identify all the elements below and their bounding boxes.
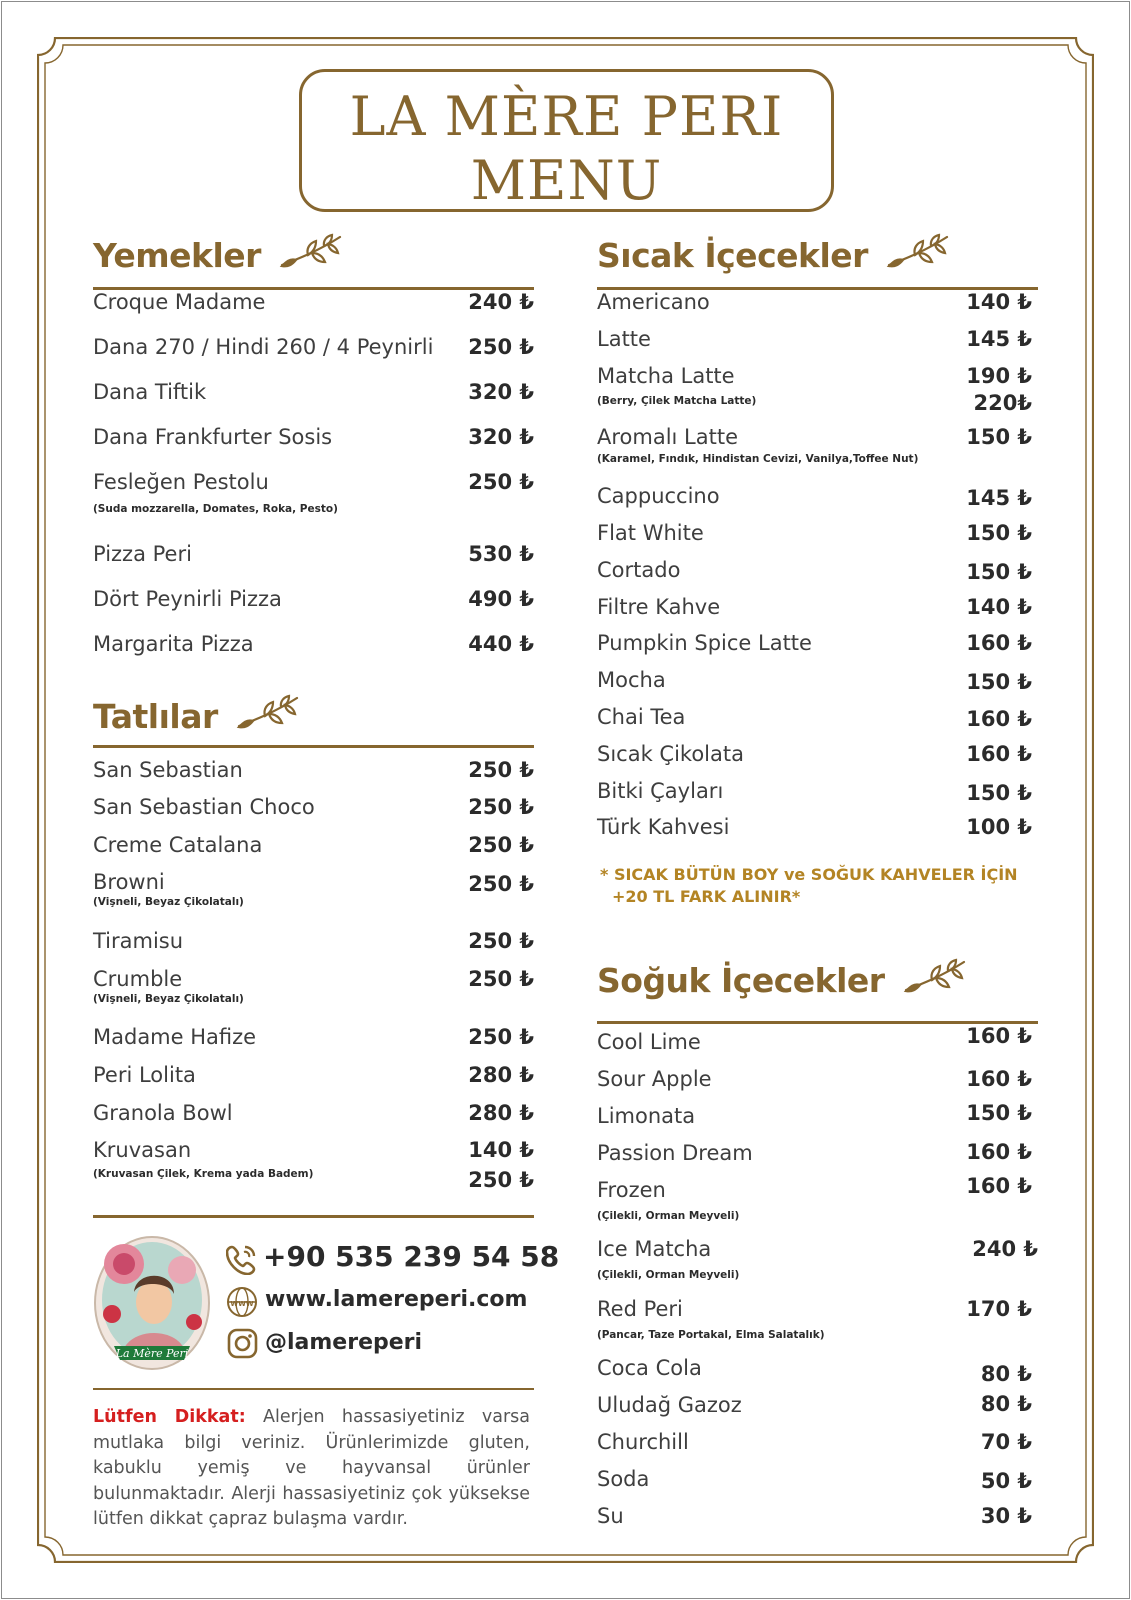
- leaf-sprig-icon: [902, 958, 968, 1002]
- section-title-soguk: Soğuk İçecekler: [597, 960, 885, 1000]
- phone-icon: [226, 1243, 258, 1279]
- soguk-icecekler-section: Soğuk İçecekler Cool Lime 160 ₺ Sour Apple 160 ₺ Limonata 150 ₺ Passion Dream 160 ₺ Frozen 160 ₺ (Çilekli, Orman Meyveli) Ice Matcha 240 ₺ (Çilekli, Orman Meyveli) Red Peri 170 ₺ (Pancar, Taze Portakal, Elma Salatalık) Coca Cola 80 ₺ Uludağ Gazoz 80 ₺ Churchill 70 ₺ Soda 50 ₺ Su 30 ₺: [597, 958, 1038, 1538]
- instagram-handle[interactable]: @lamereperi: [265, 1330, 423, 1355]
- leaf-sprig-icon: [235, 694, 301, 738]
- restaurant-name: LA MÈRE PERI: [349, 85, 784, 148]
- section-divider: [93, 745, 534, 748]
- section-title-tatlilar: Tatlılar: [93, 696, 218, 736]
- section-title-sicak: Sıcak İçecekler: [597, 235, 868, 275]
- item-note: (Vişneli, Beyaz Çikolatalı): [93, 896, 244, 908]
- sicak-icecekler-section: Sıcak İçecekler Americano 140 ₺ Latte 145 ₺ Matcha Latte 190 ₺ (Berry, Çilek Matcha Latte) 220₺ Aromalı Latte 150 ₺ (Karamel, Fındık, Hindistan Cevizi, Vanilya,Toffee Nut) Cappuccino 145 ₺ Flat White 150 ₺ Cortado 150 ₺ Filtre Kahve 140 ₺ Pumpkin Spice Latte 160 ₺ Mocha 150 ₺ Chai Tea 160 ₺ Sıcak Çikolata 160 ₺ Bitki Çayları 150 ₺ Türk Kahvesi 100 ₺: [597, 233, 1038, 913]
- logo-badge: [92, 1234, 212, 1372]
- logo-text: La Mère Peri: [115, 1347, 189, 1360]
- item-note: (Çilekli, Orman Meyveli): [597, 1269, 740, 1281]
- size-surcharge-notice: * SICAK BÜTÜN BOY ve SOĞUK KAHVELER İÇİN +20 TL FARK ALINIR*: [600, 865, 1018, 906]
- yemekler-section: Yemekler Croque Madame 240 ₺ Dana 270 / Hindi 260 / 4 Peynirli 250 ₺ Dana Tiftik 320 ₺ Dana Frankfurter Sosis 320 ₺ Fesleğen Pestolu 250 ₺ (Suda mozzarella, Domates, Roka, Pesto) Pizza Peri 530 ₺ Dört Peynirli Pizza 490 ₺ Margarita Pizza 440 ₺: [93, 233, 534, 653]
- section-title-yemekler: Yemekler: [93, 235, 261, 275]
- instagram-icon: [227, 1328, 258, 1363]
- menu-heading: MENU: [470, 149, 663, 212]
- item-note: (Kruvasan Çilek, Krema yada Badem): [93, 1168, 314, 1180]
- phone-number: +90 535 239 54 58: [263, 1240, 560, 1273]
- leaf-sprig-icon: [885, 233, 951, 277]
- contact-divider-bottom: [93, 1388, 534, 1390]
- allergy-label: Lütfen Dikkat:: [93, 1407, 246, 1427]
- item-note: (Çilekli, Orman Meyveli): [597, 1210, 740, 1222]
- allergy-text: Alerjen hassasiyetiniz varsa mutlaka bilgi veriniz. Ürünlerimizde gluten, kabuklu yemiş ve hayvansal ürünler bulunmaktadır. Alerji hassasiyetiniz çok yüksekse lütfen dikkat çapraz bulaşma vardır.: [93, 1407, 531, 1529]
- leaf-sprig-icon: [278, 233, 344, 277]
- globe-icon: [226, 1286, 258, 1322]
- tatlilar-section: Tatlılar San Sebastian 250 ₺ San Sebastian Choco 250 ₺ Creme Catalana 250 ₺ Browni 250 ₺ (Vişneli, Beyaz Çikolatalı) Tiramisu 250 ₺ Crumble 250 ₺ (Vişneli, Beyaz Çikolatalı) Madame Hafize 250 ₺ Peri Lolita 280 ₺ Granola Bowl 280 ₺ Kruvasan 140 ₺ (Kruvasan Çilek, Krema yada Badem) 250 ₺: [93, 694, 534, 1214]
- website-link[interactable]: www.lamereperi.com: [265, 1287, 528, 1312]
- contact-divider-top: [93, 1215, 534, 1218]
- menu-title-box: [299, 69, 834, 212]
- item-note: (Suda mozzarella, Domates, Roka, Pesto): [93, 503, 338, 515]
- allergy-notice: [93, 1405, 530, 1533]
- item-note: (Berry, Çilek Matcha Latte): [597, 395, 757, 407]
- item-note: (Karamel, Fındık, Hindistan Cevizi, Vanilya,Toffee Nut): [597, 453, 919, 465]
- item-note: (Vişneli, Beyaz Çikolatalı): [93, 993, 244, 1005]
- item-note: (Pancar, Taze Portakal, Elma Salatalık): [597, 1329, 825, 1341]
- svg-text:WWW: WWW: [230, 1300, 254, 1308]
